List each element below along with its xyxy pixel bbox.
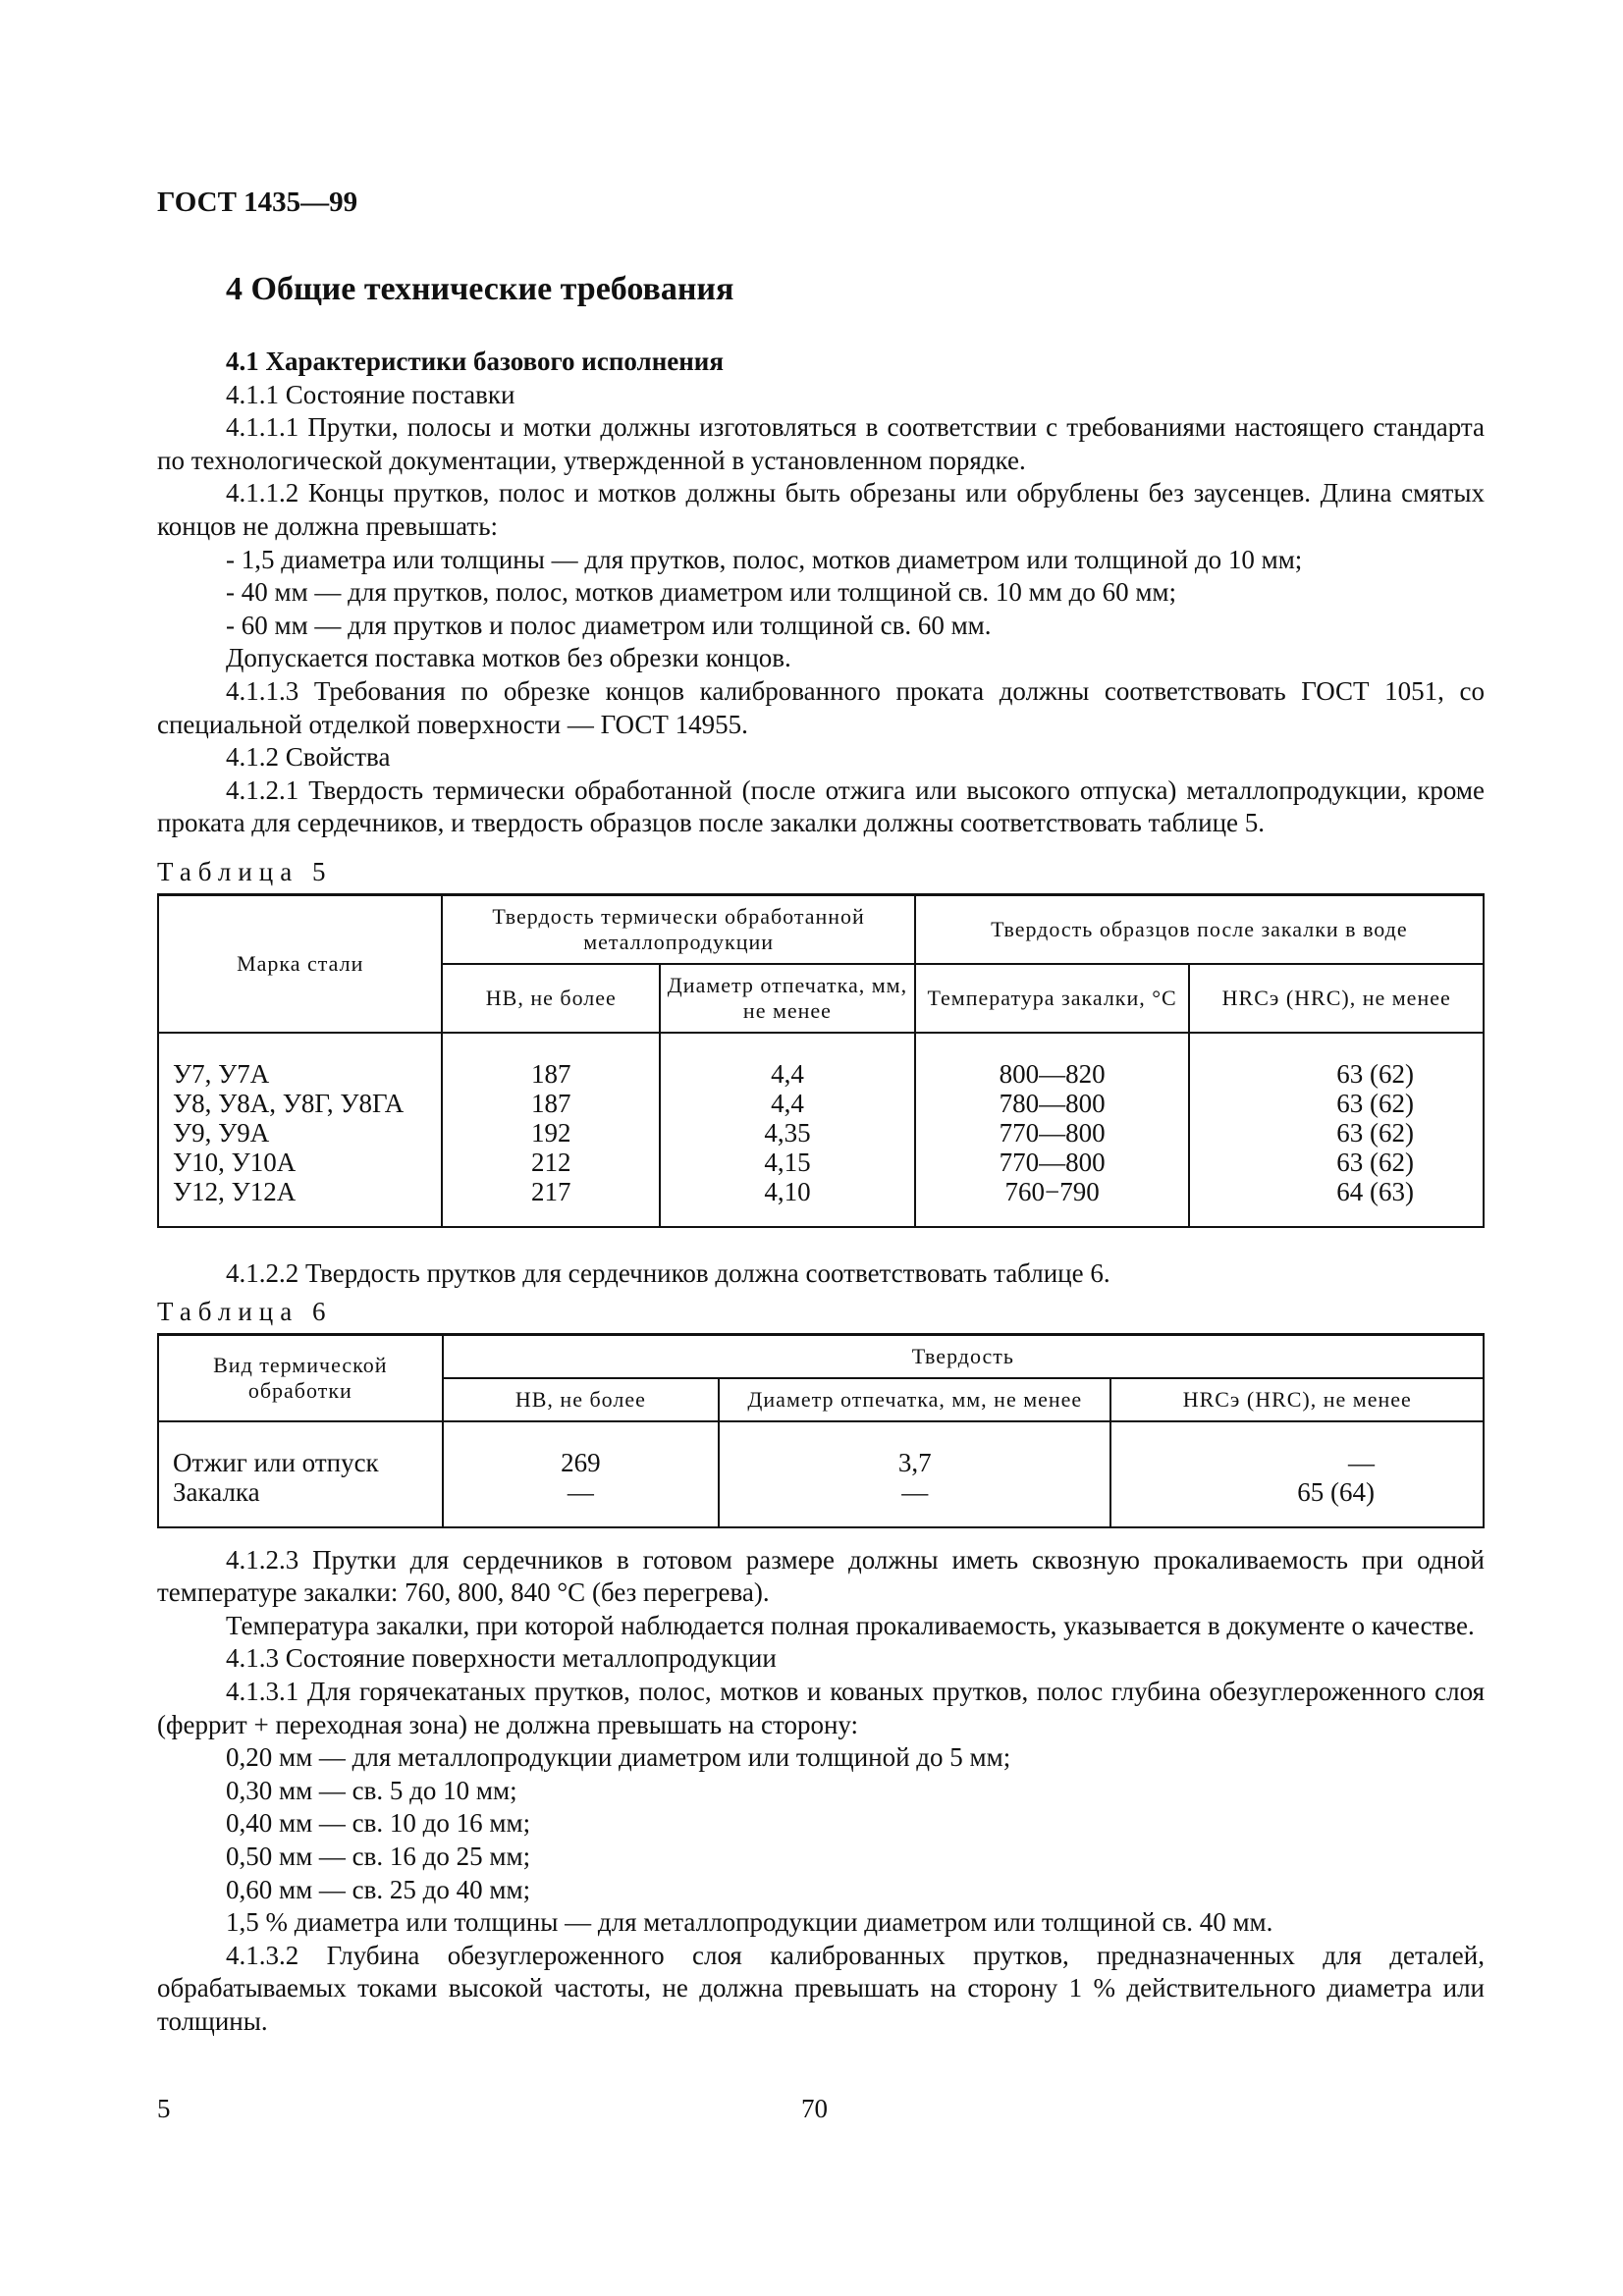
table5-header-hrc: HRCэ (HRC), не менее <box>1189 964 1484 1033</box>
subsection-heading: 4.1 Характеристики базового исполнения <box>226 347 724 376</box>
cell-imprint: 4,15 <box>660 1148 915 1177</box>
cell-hrc: 63 (62) <box>1189 1148 1484 1177</box>
table6-caption: Таблица 6 <box>157 1297 333 1327</box>
document-code: ГОСТ 1435—99 <box>157 187 358 218</box>
table5-header-hardness-group: Твердость термически обработанной металлопродукции <box>442 894 914 964</box>
cell-hrc: 63 (62) <box>1189 1118 1484 1148</box>
table5-header-temp: Температура закалки, °С <box>915 964 1190 1033</box>
table-row <box>158 1148 1484 1177</box>
table5-header-quench-group: Твердость образцов после закалки в воде <box>915 894 1484 964</box>
cell-treatment: Отжиг или отпуск <box>158 1421 443 1477</box>
paragraph: 4.1.2.3 Прутки для сердечников в готовом размере должны иметь сквозную прокаливаемость при одной температуре закалки: 760, 800, 840 °С (без перегрева). <box>157 1544 1485 1608</box>
cell-imprint: 4,10 <box>660 1177 915 1227</box>
table5 <box>157 893 1485 1228</box>
cell-grade: У7, У7А <box>158 1033 442 1089</box>
list-item: 1,5 % диаметра или толщины — для металлопродукции диаметром или толщиной св. 40 мм. <box>226 1907 1273 1938</box>
cell-temp: 780—800 <box>915 1089 1190 1118</box>
cell-imprint: 4,4 <box>660 1033 915 1089</box>
table6-header-hrc: HRCэ (HRC), не менее <box>1110 1378 1484 1421</box>
cell-imprint: 4,4 <box>660 1089 915 1118</box>
paragraph: 4.1.3 Состояние поверхности металлопродукции <box>226 1643 777 1674</box>
paragraph: 4.1.1.1 Прутки, полосы и мотки должны изготовляться в соответствии с требованиями настоящего стандарта по технологической документации, утвержденной в установленном порядке. <box>157 412 1485 475</box>
table-row <box>158 1118 1484 1148</box>
list-item: 0,50 мм — св. 16 до 25 мм; <box>226 1842 531 1872</box>
cell-hb: 217 <box>442 1177 660 1227</box>
table6-header-treatment: Вид термической обработки <box>158 1334 443 1421</box>
cell-grade: У10, У10А <box>158 1148 442 1177</box>
paragraph: 4.1.1.3 Требования по обрезке концов калиброванного проката должны соответствовать ГОСТ 1051, со специальной отделкой поверхности — ГОСТ 14955. <box>157 675 1485 739</box>
cell-hrc: 63 (62) <box>1189 1089 1484 1118</box>
table-row <box>158 1177 1484 1227</box>
table6-header-hardness: Твердость <box>443 1334 1484 1378</box>
cell-hb: 192 <box>442 1118 660 1148</box>
table-row <box>158 1033 1484 1089</box>
footer-left-number: 5 <box>157 2094 171 2123</box>
cell-imprint: — <box>719 1477 1110 1527</box>
cell-grade: У9, У9А <box>158 1118 442 1148</box>
cell-hrc: 65 (64) <box>1110 1477 1484 1527</box>
body-text <box>157 346 1485 2039</box>
cell-hb: 187 <box>442 1033 660 1089</box>
cell-hrc: — <box>1110 1421 1484 1477</box>
table5-caption: Таблица 5 <box>157 856 333 886</box>
list-item: - 1,5 диаметра или толщины — для прутков, полос, мотков диаметром или толщиной до 10 мм; <box>226 544 1303 574</box>
table6 <box>157 1333 1485 1528</box>
cell-hrc: 63 (62) <box>1189 1033 1484 1089</box>
paragraph: 4.1.2 Свойства <box>226 742 391 773</box>
table-row <box>158 1089 1484 1118</box>
cell-grade: У8, У8А, У8Г, У8ГА <box>158 1089 442 1118</box>
list-item: - 40 мм — для прутков, полос, мотков диаметром или толщиной св. 10 мм до 60 мм; <box>226 577 1177 608</box>
paragraph: 4.1.1.2 Концы прутков, полос и мотков должны быть обрезаны или обрублены без заусенцев. Длина смятых концов не должна превышать: <box>157 478 1485 541</box>
cell-imprint: 3,7 <box>719 1421 1110 1477</box>
paragraph: 4.1.3.1 Для горячекатаных прутков, полос, мотков и кованых прутков, полос глубина обезуглероженного слоя (феррит + переходная зона) не должна превышать на сторону: <box>157 1677 1485 1739</box>
cell-temp: 770—800 <box>915 1118 1190 1148</box>
table6-header-imprint: Диаметр отпечатка, мм, не менее <box>719 1378 1110 1421</box>
paragraph: Температура закалки, при которой наблюдается полная прокаливаемость, указывается в документе о качестве. <box>226 1610 1475 1640</box>
cell-grade: У12, У12А <box>158 1177 442 1227</box>
table5-header-hb: НВ, не более <box>442 964 660 1033</box>
cell-treatment: Закалка <box>158 1477 443 1527</box>
list-item: 0,60 мм — св. 25 до 40 мм; <box>226 1874 531 1904</box>
paragraph: Допускается поставка мотков без обрезки концов. <box>226 643 791 673</box>
paragraph: 4.1.1 Состояние поставки <box>226 379 515 409</box>
cell-hrc: 64 (63) <box>1189 1177 1484 1227</box>
cell-hb: 212 <box>442 1148 660 1177</box>
paragraph: 4.1.2.1 Твердость термически обработанной (после отжига или высокого отпуска) металлопродукции, кроме проката для сердечников, и твердость образцов после закалки должны соответствовать таблице 5. <box>157 774 1485 838</box>
list-item: 0,20 мм — для металлопродукции диаметром или толщиной до 5 мм; <box>226 1742 1011 1773</box>
cell-hb: — <box>443 1477 720 1527</box>
table6-header-hb: НВ, не более <box>443 1378 720 1421</box>
list-item: 0,30 мм — св. 5 до 10 мм; <box>226 1775 517 1805</box>
paragraph: 4.1.2.2 Твердость прутков для сердечников должна соответствовать таблице 6. <box>226 1257 1110 1288</box>
section-title: 4 Общие технические требования <box>226 271 734 307</box>
cell-temp: 770—800 <box>915 1148 1190 1177</box>
paragraph: 4.1.3.2 Глубина обезуглероженного слоя калиброванных прутков, предназначенных для деталей, обрабатываемых токами высокой частоты, не должна превышать на сторону 1 % действительного диаметра или толщины. <box>157 1940 1485 2036</box>
table5-header-imprint: Диаметр отпечатка, мм, не менее <box>660 964 915 1033</box>
table-row <box>158 1421 1484 1477</box>
page-number: 70 <box>801 2094 828 2123</box>
list-item: 0,40 мм — св. 10 до 16 мм; <box>226 1808 531 1839</box>
table-row <box>158 1477 1484 1527</box>
table5-header-grade: Марка стали <box>158 894 442 1033</box>
cell-hb: 187 <box>442 1089 660 1118</box>
cell-temp: 760−790 <box>915 1177 1190 1227</box>
cell-hb: 269 <box>443 1421 720 1477</box>
cell-imprint: 4,35 <box>660 1118 915 1148</box>
cell-temp: 800—820 <box>915 1033 1190 1089</box>
list-item: - 60 мм — для прутков и полос диаметром или толщиной св. 60 мм. <box>226 610 992 640</box>
